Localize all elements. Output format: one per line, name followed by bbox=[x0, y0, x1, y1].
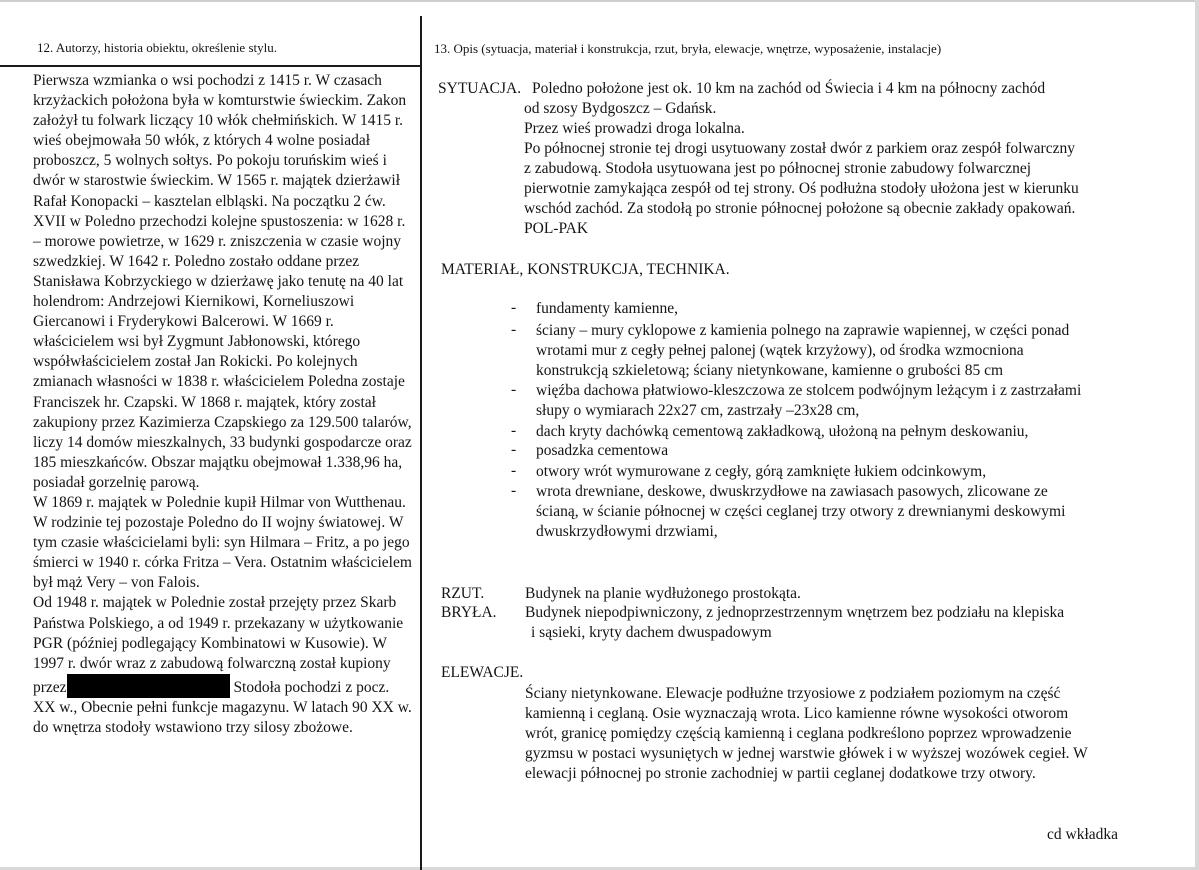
bullet-dash: - bbox=[511, 422, 517, 439]
sytuacja-line: Po północnej stronie tej drogi usytuowany został dwór z parkiem oraz zespół folwarczny bbox=[524, 140, 1075, 157]
bullet-dash: - bbox=[511, 299, 517, 316]
material-line: posadzka cementowa bbox=[536, 442, 669, 459]
left-section-header: 12. Autorzy, historia obiektu, określenie stylu. bbox=[37, 40, 277, 55]
elewacje-line: wrót, granicę pomiędzy częścią kamienną i ceglana podkreślono poprzez wprowadzenie bbox=[525, 725, 1072, 742]
material-line: ściany – mury cyklopowe z kamienia polnego na zaprawie wapiennej, w części ponad bbox=[536, 322, 1070, 339]
material-line: słupy o wymiarach 22x27 cm, zastrzały –23x28 cm, bbox=[536, 402, 860, 419]
history-text bbox=[33, 71, 415, 738]
sytuacja-line: POL-PAK bbox=[524, 220, 589, 237]
bryla-line: Budynek niepodpiwniczony, z jednoprzestrzennym wnętrzem bez podziału na klepiska bbox=[525, 604, 1065, 621]
bullet-dash: - bbox=[511, 381, 517, 398]
sytuacja-line: wschód zachód. Za stodołą po stronie północnej położone są obecnie zakłady opakowań. bbox=[524, 200, 1076, 217]
material-line: wrota drewniane, deskowe, dwuskrzydłowe na zawiasach pasowych, zlicowane ze bbox=[536, 483, 1048, 500]
redaction-box bbox=[67, 674, 230, 698]
sytuacja-line: od szosy Bydgoszcz – Gdańsk. bbox=[524, 100, 717, 117]
elewacje-line: kamienną i ceglaną. Osie wyznaczają wrota. Lico kamienne równe wysokości otworom bbox=[525, 705, 1069, 722]
bullet-dash: - bbox=[511, 462, 517, 479]
bryla-line: i sąsieki, kryty dachem dwuspadowym bbox=[531, 624, 772, 641]
material-line: konstrukcją szkieletową; ściany nietynkowane, kamienne o grubości 85 cm bbox=[536, 362, 1004, 379]
column-divider bbox=[420, 16, 422, 870]
right-section-header: 13. Opis (sytuacja, materiał i konstrukcja, rzut, bryła, elewacje, wnętrze, wyposażenie, instalacje) bbox=[434, 41, 942, 56]
material-heading: MATERIAŁ, KONSTRUKCJA, TECHNIKA. bbox=[441, 261, 730, 278]
bullet-dash: - bbox=[511, 482, 517, 499]
elewacje-label: ELEWACJE. bbox=[441, 664, 524, 681]
bullet-dash: - bbox=[511, 441, 517, 458]
history-paragraph: Pierwsza wzmianka o wsi pochodzi z 1415 r. W czasach krzyżackich położona była w komturstwie świeckim. Zakon założył tu folwark liczący 10 włók chełmińskich. W 1415 r. wieś obejmowała 50 włók, z których 4 wolne posiadał proboszcz, 5 wolnych sołtys. Po pokoju toruńskim wieś i dwór w starostwie świeckim. W 1565 r. majątek dzierżawił Rafał Konopacki – kasztelan elbląski. Na początku 2 ćw. XVII w Poledno przechodzi kolejne spustoszenia: w 1628 r. – morowe powietrze, w 1629 r. zniszczenia w czasie wojny szwedzkiej. W 1642 r. Poledno zostało oddane przez Stanisława Kobrzyckiego w dzierżawę jako tenutę na 40 lat holendrom: Andrzejowi Kiernikowi, Korneliuszowi Giercanowi i Fryderykowi Balcerowi. W 1669 r. właścicielem wsi był Zygmunt Jabłonowski, którego współwłaścicielem został Jan Rokicki. Po kolejnych zmianach własności w 1838 r. właścicielem Poledna zostaje Franciszek hr. Czapski. W 1868 r. majątek, który został zakupiony przez Kazimierza Czapskiego za 129.500 talarów, liczy 14 domów mieszkalnych, 33 budynki gospodarcze oraz 185 mieszkańców. Obszar majątku obejmował 1.338,96 ha, posiadał gorzelnię parową. bbox=[33, 72, 412, 491]
continuation-note: cd wkładka bbox=[1047, 826, 1119, 843]
elewacje-line: Ściany nietynkowane. Elewacje podłużne trzyosiowe z podziałem poziomym na część bbox=[525, 685, 1061, 702]
material-line: fundamenty kamienne, bbox=[536, 300, 679, 317]
bryla-label: BRYŁA. bbox=[441, 604, 497, 621]
history-paragraph bbox=[33, 593, 415, 738]
material-line: więźba dachowa płatwiowo-kleszczowa ze stolcem podwójnym leżącym i z zastrzałami bbox=[536, 382, 1082, 399]
material-line: ścianą, w ścianie północnej w części ceglanej trzy otwory z drewnianymi deskowymi bbox=[536, 503, 1066, 520]
scan-edge-top bbox=[0, 0, 1199, 2]
rzut-label: RZUT. bbox=[441, 585, 485, 602]
sytuacja-line: pierwotnie zamykająca zespół od tej strony. Oś podłużna stodoły ułożona jest w kierunku bbox=[524, 180, 1079, 197]
material-line: dach kryty dachówką cementową zakładkową, ułożoną na pełnym deskowaniu, bbox=[536, 423, 1029, 440]
sytuacja-line: Poledno położone jest ok. 10 km na zachód od Świecia i 4 km na północny zachód bbox=[532, 80, 1046, 97]
scan-edge-right bbox=[1195, 0, 1199, 870]
left-header-rule bbox=[0, 65, 420, 67]
history-paragraph-start: Od 1948 r. majątek w Polednie został przejęty przez Skarb Państwa Polskiego, a od 1949 r. przekazany w użytkowanie PGR (później podlegający Kombinatowi w Kusowie). W 1997 r. dwór wraz z zabudową folwarczną został kupiony przez bbox=[33, 594, 404, 696]
bullet-dash: - bbox=[511, 321, 517, 338]
elewacje-line: elewacji północnej po stronie zachodniej w partii ceglanej dodatkowe trzy otwory. bbox=[525, 765, 1036, 782]
history-paragraph: W 1869 r. majątek w Polednie kupił Hilmar von Wutthenau. W rodzinie tej pozostaje Poledno do II wojny światowej. W tym czasie właścicielami byli: syn Hilmara – Fritz, a po jego śmierci w 1940 r. córka Fritza – Vera. Ostatnim właścicielem był mąż Very – von Falois. bbox=[33, 493, 412, 592]
sytuacja-label: SYTUACJA. bbox=[438, 80, 522, 97]
material-line: otwory wrót wymurowane z cegły, górą zamknięte łukiem odcinkowym, bbox=[536, 463, 987, 480]
material-line: wrotami mur z cegły pełnej palonej (wątek krzyżowy), od środka wzmocniona bbox=[536, 342, 1024, 359]
material-line: dwuskrzydłowymi drzwiami, bbox=[536, 523, 718, 540]
sytuacja-line: Przez wieś prowadzi droga lokalna. bbox=[524, 120, 745, 137]
elewacje-line: gyzmsu w postaci wysuniętych w jednej warstwie główek i w wyższej wozówek cegieł. W bbox=[525, 745, 1088, 762]
history-paragraph-end: Stodoła pochodzi z pocz. XX w., Obecnie pełni funkcje magazynu. W latach 90 XX w. do wnętrza stodoły wstawiono trzy silosy zbożowe. bbox=[33, 678, 412, 736]
rzut-text: Budynek na planie wydłużonego prostokąta. bbox=[525, 585, 801, 602]
sytuacja-line: z zabudową. Stodoła usytuowana jest po północnej stronie zabudowy folwarcznej bbox=[524, 160, 1032, 177]
